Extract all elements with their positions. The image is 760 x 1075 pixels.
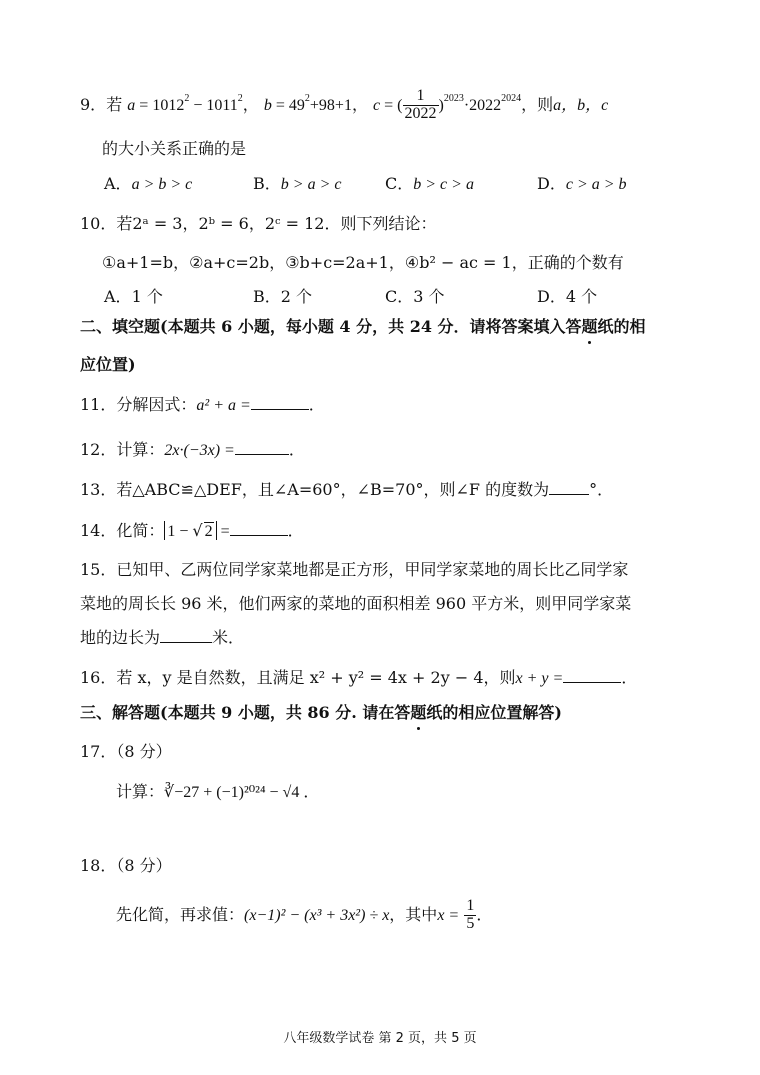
- q13-answer-blank[interactable]: [549, 480, 589, 495]
- q10-option-a[interactable]: A．1 个: [104, 287, 163, 306]
- q10-line2: ①a+1=b，②a+c=2b，③b+c=2a+1，④b² − ac = 1，正确的个数有: [102, 253, 624, 272]
- q15-answer-blank[interactable]: [160, 628, 212, 643]
- answer-sheet-emphasis: 答题纸: [566, 314, 614, 337]
- q10-option-b[interactable]: B．2 个: [253, 287, 313, 306]
- q17-body: 计算：∛−27 + (−1)²⁰²⁴ − √4 ．: [116, 782, 320, 801]
- q10-line1: 10．若2ᵃ = 3，2ᵇ = 6，2ᶜ = 12．则下列结论：: [80, 214, 437, 233]
- q10-option-c[interactable]: C．3 个: [385, 287, 445, 306]
- q10-number: 10．: [80, 214, 117, 233]
- q10-option-d[interactable]: D．4 个: [537, 287, 598, 306]
- section3-title: 三、解答题(本题共 9 小题，共 86 分. 请在答题纸的相应位置解答): [80, 700, 760, 723]
- q9-line2: 的大小关系正确的是: [102, 139, 247, 158]
- q12: 12．计算：2x·(−3x) = ．: [80, 440, 305, 459]
- q18-header: 18．（8 分）: [80, 856, 172, 875]
- q12-answer-blank[interactable]: [235, 440, 289, 455]
- q14-abs-value: 1 − √ 2: [164, 521, 216, 540]
- q13: 13．若△ABC≌△DEF，且∠A=60°，∠B=70°，则∠F 的度数为 °．: [80, 480, 614, 499]
- q9-option-a[interactable]: A．a > b > c: [104, 174, 193, 193]
- section2-title: 二、填空题(本题共 6 小题，每小题 4 分，共 24 分．请将答案填入答题纸的相: [80, 314, 760, 337]
- q11: 11．分解因式：a² + a = ．: [80, 395, 325, 414]
- q10-options: [0, 284, 760, 304]
- q11-answer-blank[interactable]: [251, 395, 309, 410]
- q14-answer-blank[interactable]: [230, 521, 288, 536]
- section2-title-line2: 应位置): [80, 355, 136, 374]
- q14: 14．化简： 1 − √ 2 = ．: [80, 521, 304, 540]
- page-footer: 八年级数学试卷 第 2 页，共 5 页: [283, 1031, 477, 1046]
- q15-line1: 15．已知甲、乙两位同学家菜地都是正方形，甲同学家菜地的周长比乙同学家: [80, 560, 629, 579]
- q9-line1: 9．若 $a = 1012^2 - 1011^2$， $b = 49^2+98+1$， c = ( $\frac{1}{2022}$ )$^{2023}\cdot 2022^{2024}$，则a，b，c: [80, 87, 609, 122]
- q17-header: 17．（8 分）: [80, 742, 172, 761]
- q18-fraction: $\frac{1}{5}$: [466, 897, 475, 932]
- q16: 16．若 x，y 是自然数，且满足 x² + y² = 4x + 2y − 4，则x + y = ．: [80, 668, 638, 687]
- q16-answer-blank[interactable]: [563, 668, 621, 683]
- q9-option-d[interactable]: D．c > a > b: [537, 174, 627, 193]
- q9-c-fraction: $\frac{1}{2022}$: [404, 87, 437, 122]
- q15-line3: 地的边长为 米．: [80, 628, 245, 647]
- q15-line2: 菜地的周长长 96 米，他们两家的菜地的面积相差 960 平方米，则甲同学家菜: [80, 594, 632, 613]
- answer-sheet-emphasis-2: 答题纸: [394, 700, 442, 723]
- q9-number: 9．: [80, 94, 107, 114]
- q18-body: 先化简，再求值：(x−1)² − (x³ + 3x²) ÷ x，其中x = $\frac{1}{5}$ ．: [116, 897, 493, 932]
- q9-option-b[interactable]: B．b > a > c: [253, 174, 342, 193]
- q9-options: [0, 171, 760, 191]
- q9-option-c[interactable]: C．b > c > a: [385, 174, 474, 193]
